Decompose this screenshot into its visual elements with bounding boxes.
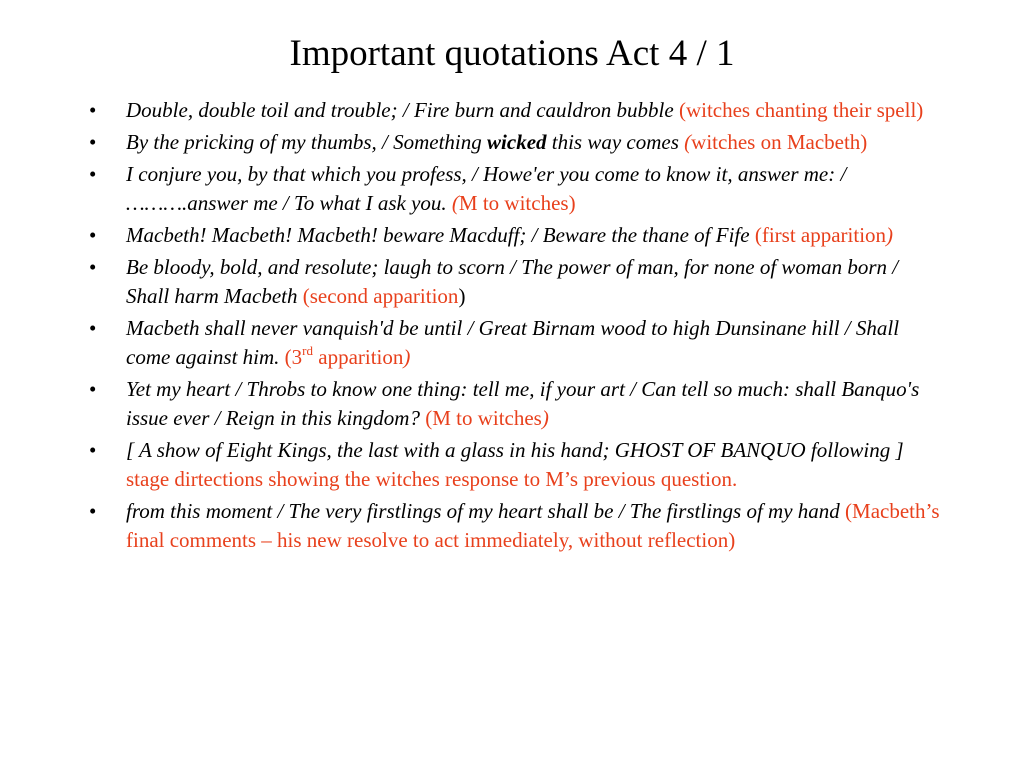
bullet-icon: •	[89, 377, 97, 401]
quotation-text: By the pricking of my thumbs, / Something	[126, 130, 482, 154]
list-item-4	[86, 221, 946, 250]
bullet-icon: •	[89, 130, 97, 154]
quotation-text-end: this way comes	[551, 130, 679, 154]
quotation-text: [ A show of Eight Kings, the last with a glass in his hand; GHOST OF BANQUO following ]	[126, 438, 904, 462]
quotation-note: apparition	[318, 345, 404, 369]
quotation-text: from this moment / The very firstlings of my heart shall be / The firstlings of my hand	[126, 499, 840, 523]
bullet-icon: •	[89, 223, 97, 247]
quotation-text: Yet my heart / Throbs to know one thing: tell me, if your art / Can tell so much: shall Banquo's issue ever / Reign in this kingdom?	[126, 377, 920, 430]
quotation-text: Macbeth shall never vanquish'd be until / Great Birnam wood to high Dunsinane hill / Shall come against him.	[126, 316, 900, 369]
quotation-note: (witches chanting their spell)	[678, 98, 924, 122]
list-item-7	[86, 375, 946, 433]
quotation-note-prefix: (3	[284, 345, 303, 369]
bullet-icon: •	[89, 438, 97, 462]
quotation-note: (M to witches	[425, 406, 542, 430]
list-item-2	[86, 128, 946, 157]
quotation-note: witches on Macbeth)	[691, 130, 868, 154]
quotation-text: I conjure you, by that which you profess, / Howe'er you come to know it, answer me: / ……….answer me / To what I ask you.	[126, 162, 847, 215]
quotation-note-open: (	[451, 191, 459, 215]
quotation-note: M to witches)	[458, 191, 576, 215]
quotation-text: Double, double toil and trouble; / Fire burn and cauldron bubble	[126, 98, 674, 122]
quotation-note-close: )	[541, 406, 549, 430]
quotation-list	[86, 96, 946, 558]
bullet-icon: •	[89, 255, 97, 279]
quotation-note: (second apparition	[302, 284, 459, 308]
list-item-1	[86, 96, 946, 125]
list-item-9	[86, 497, 946, 555]
slide-title: Important quotations Act 4 / 1	[289, 33, 735, 74]
list-item-6	[86, 314, 946, 372]
quotation-note: stage dirtections showing the witches response to M’s previous question.	[126, 467, 738, 491]
quotation-text: Be bloody, bold, and resolute; laugh to scorn / The power of man, for none of woman born / Shall harm Macbeth	[126, 255, 899, 308]
bullet-icon: •	[89, 316, 97, 340]
list-item-8	[86, 436, 946, 494]
bullet-icon: •	[89, 499, 97, 523]
quotation-note-close: )	[886, 223, 894, 247]
quotation-close: )	[458, 284, 466, 308]
ordinal-suffix: rd	[302, 343, 313, 358]
list-item-5	[86, 253, 946, 311]
bullet-icon: •	[89, 98, 97, 122]
quotation-note: (first apparition	[754, 223, 887, 247]
quotation-note-close: )	[403, 345, 411, 369]
quotation-emphasis: wicked	[487, 130, 547, 154]
list-item-3	[86, 160, 946, 218]
quotation-note: (Macbeth’s final comments – his new resolve to act immediately, without reflection)	[126, 499, 940, 552]
bullet-icon: •	[89, 162, 97, 186]
quotation-text: Macbeth! Macbeth! Macbeth! beware Macduff; / Beware the thane of Fife	[126, 223, 750, 247]
quotation-note-open: (	[684, 130, 692, 154]
